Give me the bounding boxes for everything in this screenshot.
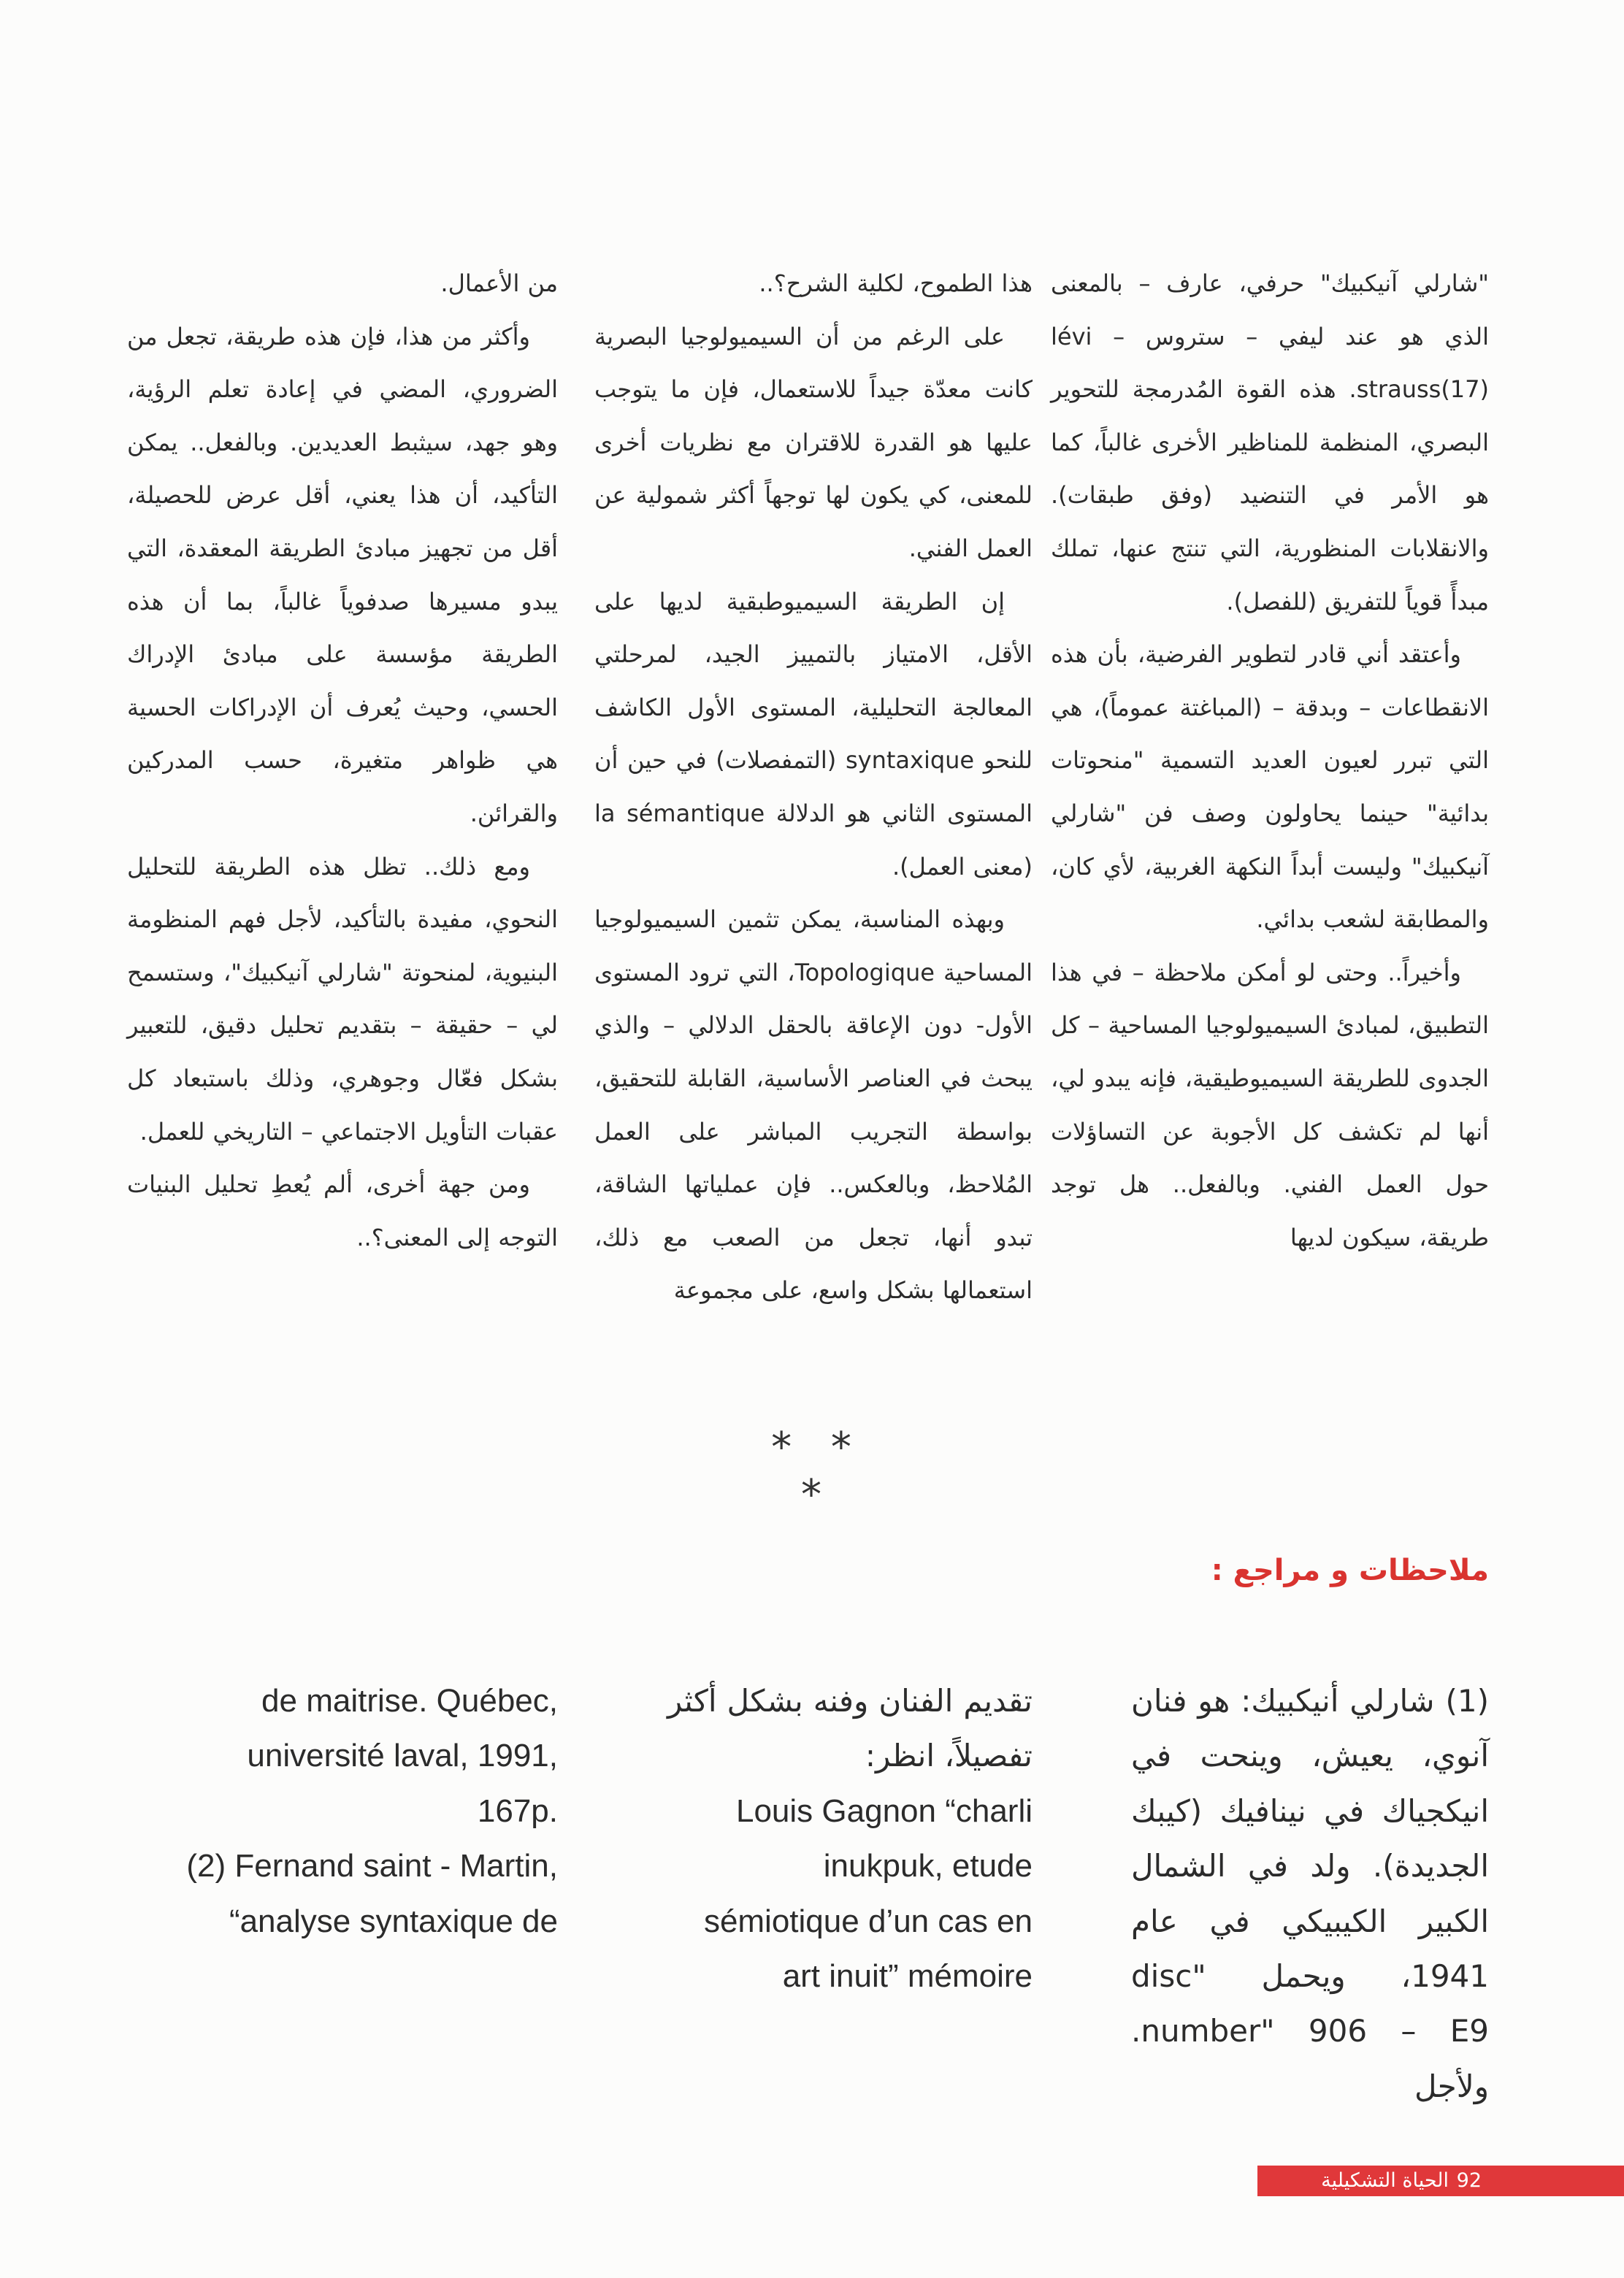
note-reference: Louis Gagnon “charli inukpuk, etude sémiotique d’un cas en art inuit” mémoire [703,1792,1033,1995]
note-reference: (2) Fernand saint - Martin, “analyse syntaxique de [186,1848,558,1939]
section-separator: * * * [771,1424,865,1519]
paragraph: على الرغم من أن السيميولوجيا البصرية كانت معدّة جيداً للاستعمال، فإن ما يتوجب عليها هو القدرة للاقتران مع نظريات أخرى للمعنى، كي يكون لها توجهاً أكثر شمولية عن العمل الفني. [594,322,1033,562]
note-column-1 [1131,1673,1489,2114]
note-reference: de maitrise. Québec, université laval, 1991, 167p. [247,1683,558,1829]
paragraph: إن الطريقة السيميوطبقية لديها على الأقل، الامتياز بالتمييز الجيد، لمرحلتي المعالجة التحليلية، المستوى الأول الكاشف للنحو syntaxique (التمفصلات) في حين أن المستوى الثاني هو الدلالة la sémantique (معنى العمل). [594,587,1033,881]
paragraph: وأعتقد أني قادر لتطوير الفرضية، بأن هذه الانقطاعات – وبدقة – (المباغتة عموماً)، هي التي تبرر لعيون العديد التسمية "منحوتات بدائية" حينما يحاولون وصف فن "شارلي آنيكبيك" وليست أبداً النكهة الغربية، لأي كان، والمطابقة لشعب بدائي. [1051,640,1489,934]
note-text: تقديم الفنان وفنه بشكل أكثر تفصيلاً، انظر: [667,1683,1033,1774]
page-number: 92 [1456,2169,1482,2192]
note-column-3 [178,1673,558,1949]
paragraph: "شارلي آنيكبيك" حرفي، عارف – بالمعنى الذي هو عند ليفي – ستروس lévi –strauss(17). هذه القوة المُدرمجة للتحوير البصري، المنظمة للمناظير الأخرى غالباً، كما هو الأمر في التنضيد (وفق طبقات). والانقلابات المنظورية، التي تنتج عنها، تملك مبدأً قوياً للتفريق (للفصل). [1051,269,1489,615]
note-text: (1) شارلي أنيكبيك: هو فنان آنوي، يعيش، وينحت في انيكجياك في نينافيك (كيبك الجديدة). ولد في الشمال الكبير الكيبيكي في عام 1941، ويحمل "disc number" 906 – E9. ولأجل [1131,1683,1489,2104]
paragraph: من الأعمال. [440,269,558,297]
article-column-2 [594,257,1033,1317]
article-column-1 [1051,257,1489,1264]
paragraph: وبهذه المناسبة، يمكن تثمين السيميولوجيا المساحية Topologique، التي ترود المستوى الأول- دون الإعاقة بالحقل الدلالي – والذي يبحث في العناصر الأساسية، القابلة للتحقيق، بواسطة التجريب المباشر على العمل المُلاحظ، وبالعكس.. فإن عملياتها الشاقة، تبدو أنها، تجعل من الصعب مع ذلك، استعمالها بشكل واسع، على مجموعة [594,905,1033,1305]
footer-bar [1257,2166,1624,2196]
paragraph: ومع ذلك.. تظل هذه الطريقة للتحليل النحوي، مفيدة بالتأكيد، لأجل فهم المنظومة البنيوية، لمنحوتة "شارلي آنيكبيك"، وستسمح لي – حقيقة – بتقديم تحليل دقيق، للتعبير بشكل فعّال وجوهري، وذلك باستبعاد كل عقبات التأويل الاجتماعي – التاريخي للعمل. [127,852,558,1146]
magazine-title: الحياة التشكيلية [1321,2169,1449,2192]
notes-heading: ملاحظات و مراجع : [1211,1554,1489,1587]
article-column-3 [127,257,558,1264]
paragraph: ومن جهة أخرى، ألم يُعطِ تحليل البنيات التوجه إلى المعنى؟.. [127,1170,558,1251]
note-column-2 [667,1673,1033,2003]
paragraph: هذا الطموح، لكلية الشرح؟.. [759,269,1033,297]
paragraph: وأكثر من هذا، فإن هذه طريقة، تجعل من الضروري، المضي في إعادة تعلم الرؤية، وهو جهد، سيثبط العديدين. وبالفعل.. يمكن التأكيد، أن هذا يعني، أقل عرض للحصيلة، أقل من تجهيز مبادئ الطريقة المعقدة، التي يبدو مسيرها صدفوياً غالباً، بما أن هذه الطريقة مؤسسة على مبادئ الإدراك الحسي، وحيث يُعرف أن الإدراكات الحسية هي ظواهر متغيرة، حسب المدركين والقرائن. [127,322,558,827]
paragraph: وأخيراً.. وحتى لو أمكن ملاحظة – في هذا التطبيق، لمبادئ السيميولوجيا المساحية – كل الجدوى للطريقة السيميوطيقية، فإنه يبدو لي، أنها لم تكشف كل الأجوبة عن التساؤلات حول العمل الفني. وبالفعل.. هل توجد طريقة، سيكون لديها [1051,958,1489,1251]
